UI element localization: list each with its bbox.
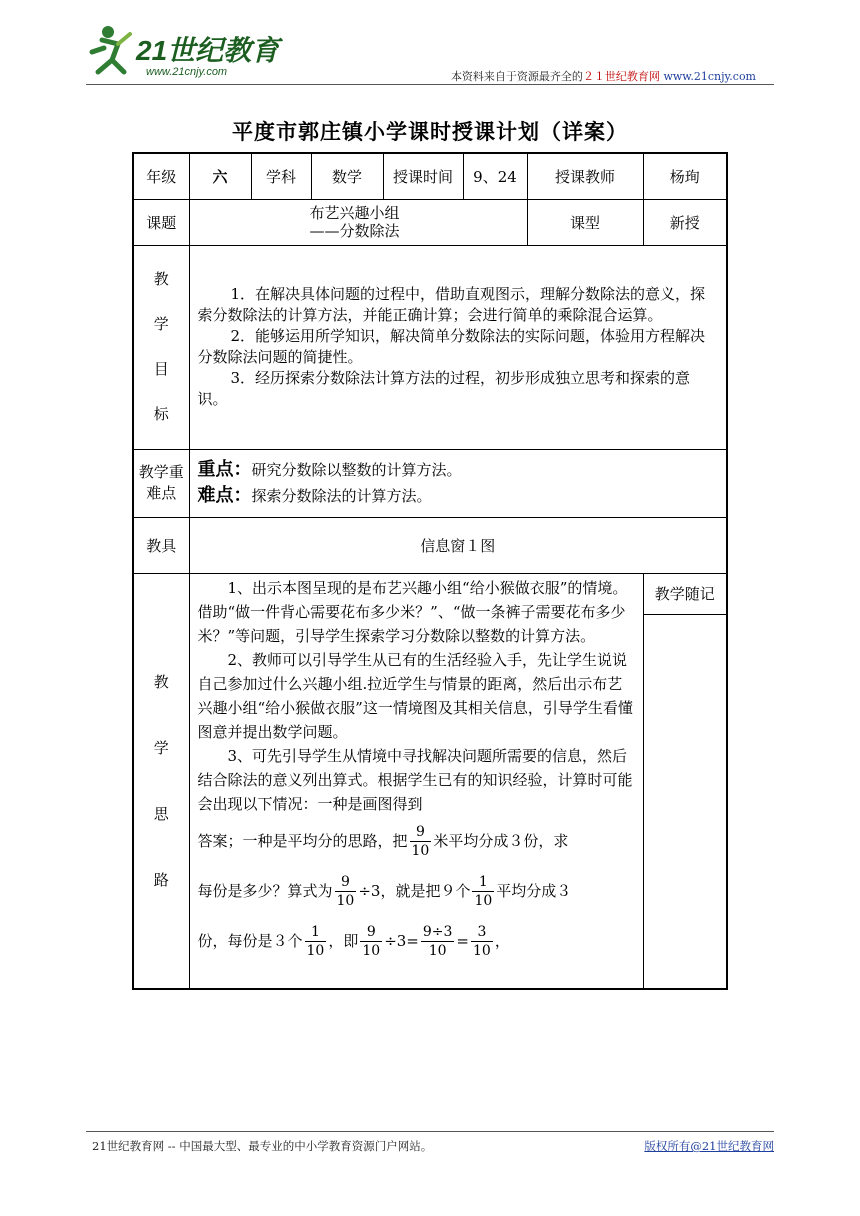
table-row bbox=[133, 245, 727, 449]
running-figure-icon bbox=[92, 26, 130, 72]
site-logo bbox=[84, 22, 284, 84]
copyright-link[interactable]: 版权所有@21世纪教育网 bbox=[644, 1139, 774, 1153]
table-row bbox=[133, 449, 727, 517]
tools-label: 教具 bbox=[133, 517, 189, 573]
footer-divider bbox=[86, 1131, 774, 1132]
lesson-type-label: 课型 bbox=[527, 199, 643, 245]
fraction: $\frac{1}{10}$ bbox=[306, 924, 325, 959]
notes-column bbox=[643, 573, 727, 989]
grade-label: 年级 bbox=[133, 153, 189, 199]
fraction: $\frac{3}{10}$ bbox=[473, 924, 491, 959]
header-note: 本资料来自于资源最齐全的２１世纪教育网 www.21cnjy.com bbox=[450, 70, 756, 83]
keypoints-content: 重点：研究分数除以整数的计算方法。 难点：探索分数除法的计算方法。 bbox=[189, 449, 727, 517]
header-link[interactable]: www.21cnjy.com bbox=[663, 70, 756, 83]
goal-item: 3．经历探索分数除法计算方法的过程，初步形成独立思考和探索的意识。 bbox=[197, 369, 691, 408]
fraction: $\frac{1}{10}$ bbox=[474, 874, 493, 909]
logo-text: 21世纪教育 bbox=[136, 35, 280, 66]
teacher-value: 杨珣 bbox=[643, 153, 727, 199]
logo-url: www.21cnjy.com bbox=[146, 66, 228, 78]
notes-label: 教学随记 bbox=[644, 574, 727, 615]
footer-text: 21世纪教育网 -- 中国最大型、最专业的中小学教育资源门户网站。 bbox=[92, 1139, 433, 1153]
time-label: 授课时间 bbox=[383, 153, 463, 199]
subject-label: 学科 bbox=[251, 153, 311, 199]
process-paragraph: 1、出示本图呈现的是布艺兴趣小组“给小猴做衣服”的情境。借助“做一件背心需要花布多少米？”、“做一条裤子需要花布多少米？”等问题，引导学生探索学习分数除以整数的计算方法。 bbox=[197, 578, 628, 645]
fraction: $\frac{9}{10}$ bbox=[362, 924, 381, 959]
fraction: $\frac{9}{10}$ bbox=[411, 824, 430, 859]
table-row bbox=[133, 153, 727, 199]
process-content bbox=[189, 573, 643, 989]
table-row bbox=[133, 517, 727, 573]
table-row bbox=[133, 199, 727, 245]
goals-label: 教 学 目 标 bbox=[133, 245, 189, 449]
fraction: $\frac{9\div 3}{10}$ bbox=[422, 924, 453, 959]
goal-item: 1．在解决具体问题的过程中，借助直观图示，理解分数除法的意义，探索分数除法的计算方法，并能正确计算；会进行简单的乘除混合运算。 bbox=[197, 285, 706, 324]
lesson-type-value: 新授 bbox=[643, 199, 727, 245]
page-title: 平度市郭庄镇小学课时授课计划（详案） bbox=[232, 119, 628, 144]
fraction: $\frac{9}{10}$ bbox=[336, 874, 355, 909]
goals-content bbox=[189, 245, 727, 449]
topic-label: 课题 bbox=[133, 199, 189, 245]
topic-value: 布艺兴趣小组 ——分数除法 bbox=[189, 199, 527, 245]
math-line: 份，每份是３个 $\frac{1}{10}$ ，即 $\frac{9}{10}$ ÷3= $\frac{9\div 3}{10}$ = $\frac{3}{10}$ ， bbox=[197, 924, 510, 959]
process-paragraph: 2、教师可以引导学生从已有的生活经验入手，先让学生说说自己参加过什么兴趣小组.拉近学生与情景的距离，然后出示布艺兴趣小组“给小猴做衣服”这一情境图及其相关信息，引导学生看懂图意并提出数学问题。 bbox=[197, 650, 633, 741]
keypoints-label: 教学重难点 bbox=[133, 449, 189, 517]
tools-value: 信息窗１图 bbox=[189, 517, 727, 573]
lesson-plan-table bbox=[132, 152, 728, 990]
time-value: 9、24 bbox=[463, 153, 527, 199]
table-row bbox=[133, 573, 727, 989]
process-paragraph: 3、可先引导学生从情境中寻找解决问题所需要的信息，然后结合除法的意义列出算式。根据学生已有的知识经验，计算时可能会出现以下情况：一种是画图得到 bbox=[197, 746, 633, 813]
math-line: 答案；一种是平均分的思路，把 $\frac{9}{10}$ 米平均分成３份，求 bbox=[197, 824, 569, 859]
teacher-label: 授课教师 bbox=[527, 153, 643, 199]
header-divider bbox=[86, 84, 774, 85]
math-line: 每份是多少？算式为 $\frac{9}{10}$ ÷3，就是把９个 $\frac{1}{10}$ 平均分成３ bbox=[197, 874, 572, 909]
goal-item: 2．能够运用所学知识，解决简单分数除法的实际问题，体验用方程解决分数除法问题的简捷性。 bbox=[197, 327, 706, 366]
process-label: 教 学 思 路 bbox=[133, 573, 189, 989]
subject-value: 数学 bbox=[311, 153, 383, 199]
grade-value: 六 bbox=[189, 153, 251, 199]
